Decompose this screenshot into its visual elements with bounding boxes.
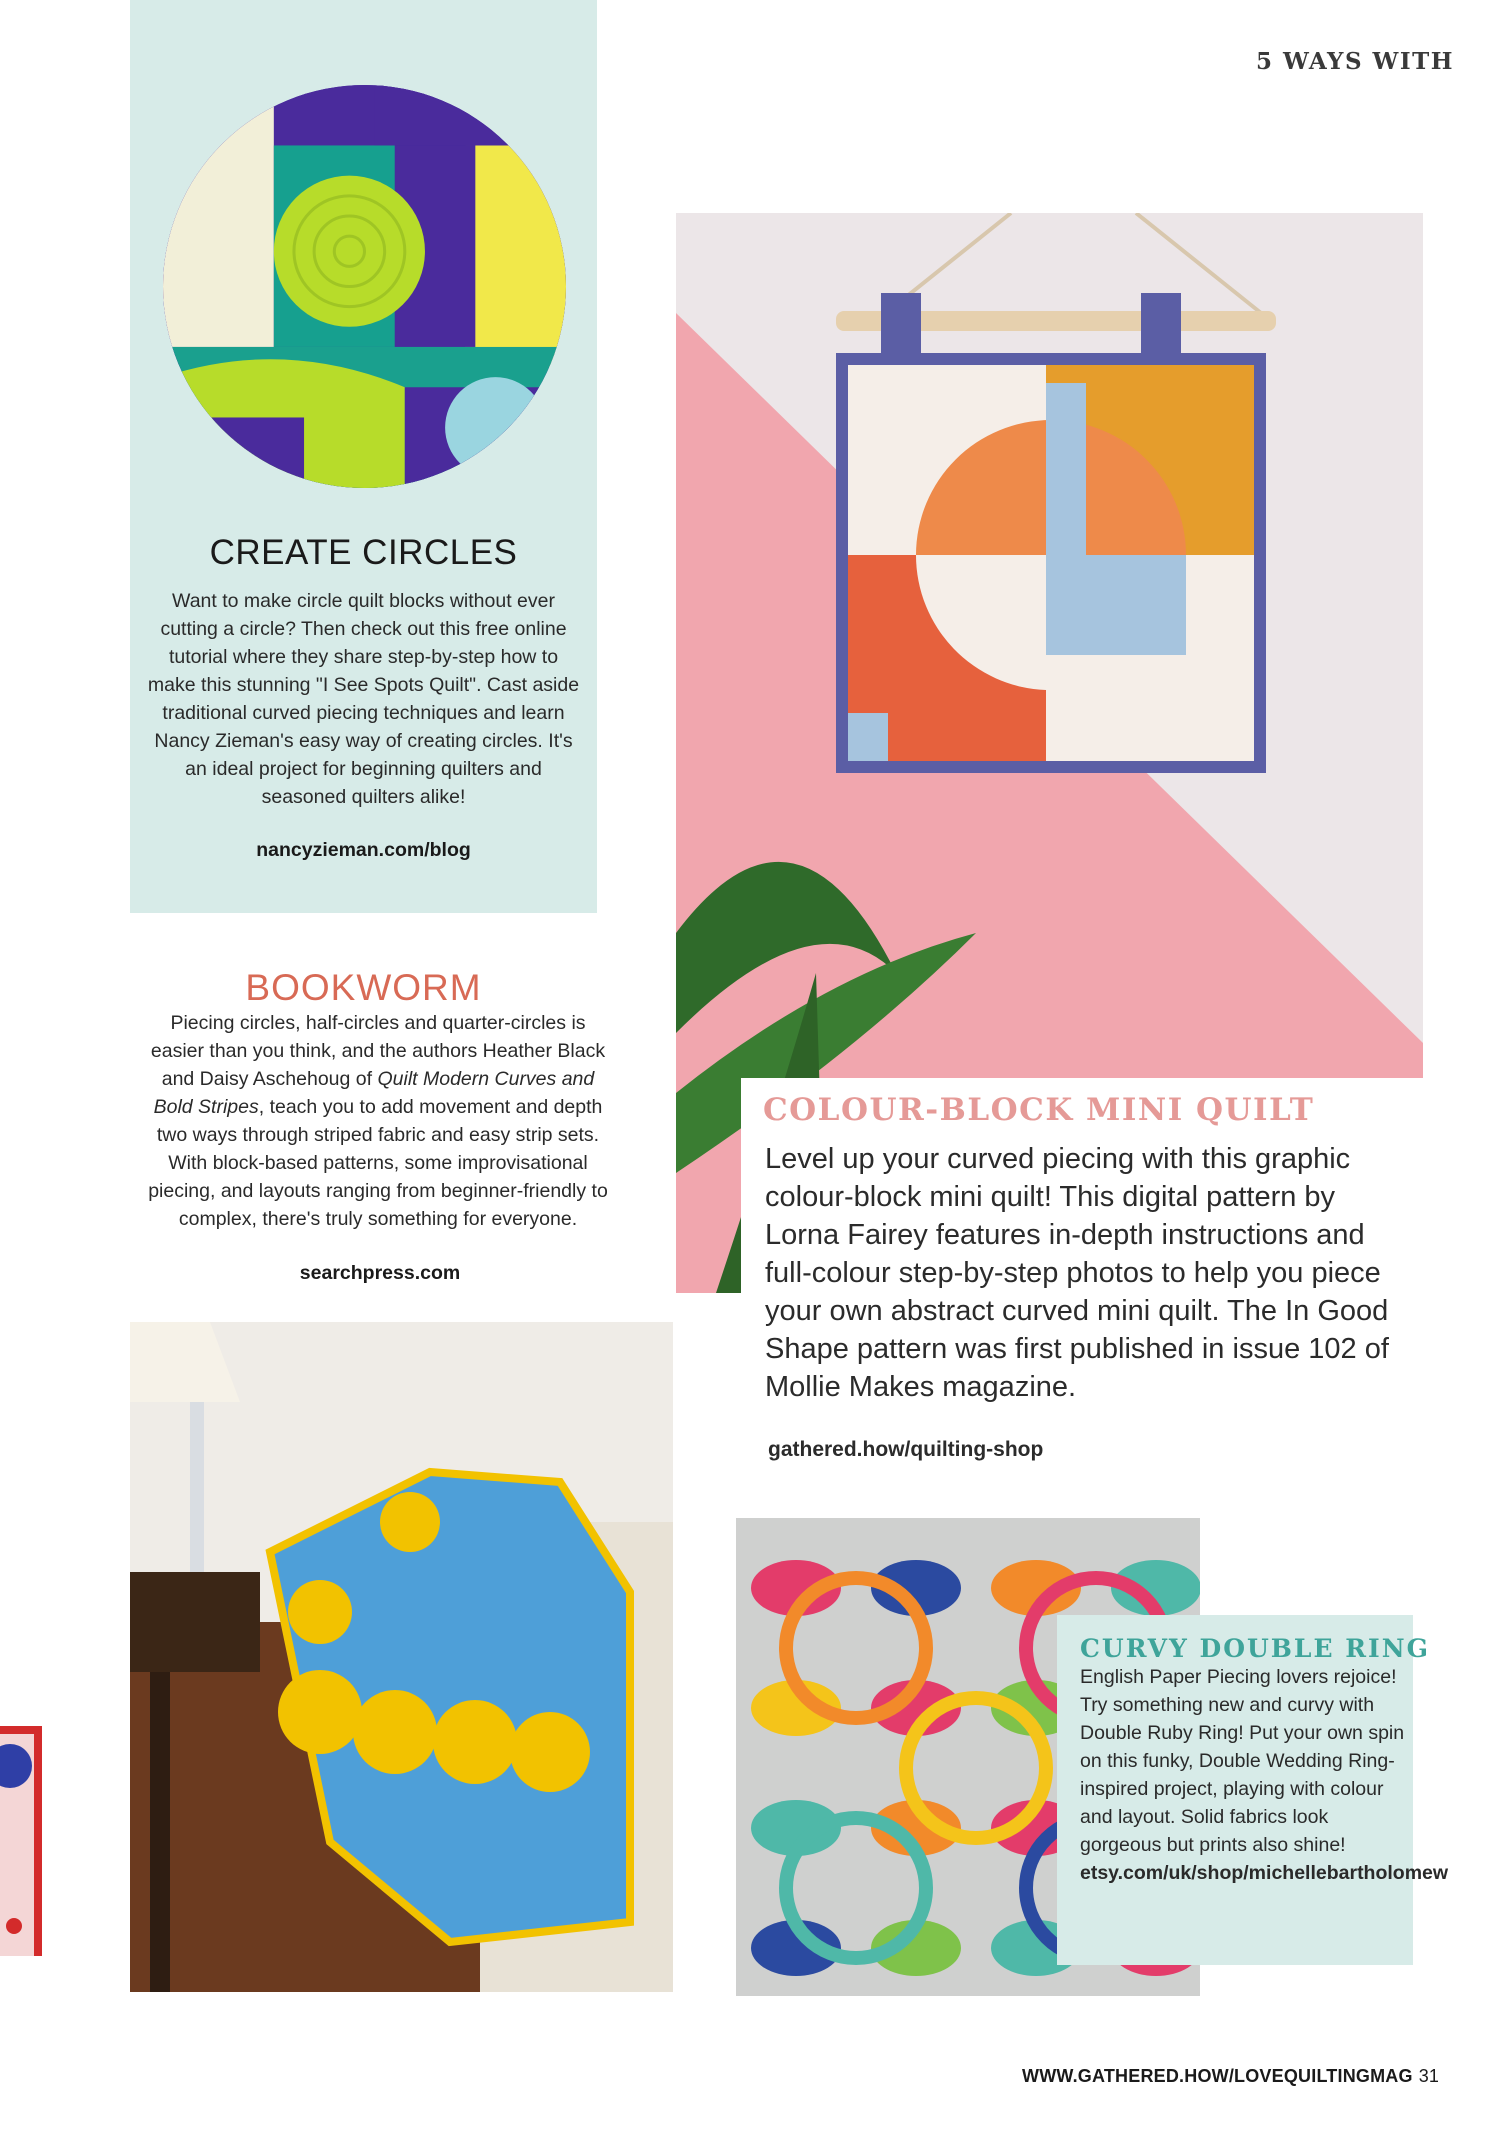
- circle-quilt-photo: [163, 85, 566, 488]
- section-tag: 5 WAYS WITH: [1255, 48, 1454, 75]
- colour-block-link[interactable]: gathered.how/quilting-shop: [768, 1438, 1044, 1461]
- page-number: 31: [1418, 2066, 1440, 2086]
- create-circles-body: Want to make circle quilt blocks without ever cutting a circle? Then check out this free online tutorial where they share step-by-step how to make this stunning "I See Spots Quilt". Cast aside traditional curved piecing techniques and learn Nancy Zieman's easy way of creating circles. It's an ideal project for beginning quilters and seasoned quilters alike!: [147, 590, 580, 808]
- footer-url[interactable]: WWW.GATHERED.HOW/LOVEQUILTINGMAG: [1022, 2066, 1413, 2086]
- bookworm-link[interactable]: searchpress.com: [299, 1262, 461, 1284]
- colour-block-body: Level up your curved piecing with this graphic colour-block mini quilt! This digital pattern by Lorna Fairey features in-depth instructions and full-colour step-by-step photos to help you piece your own abstract curved mini quilt. The In Good Shape pattern was first published in issue 102 of Mollie Makes magazine.: [765, 1143, 1389, 1403]
- bookworm-title: BOOKWORM: [245, 967, 482, 1008]
- curvy-ring-link[interactable]: etsy.com/uk/shop/michellebartholomew: [1080, 1862, 1449, 1884]
- curvy-ring-title: CURVY DOUBLE RING: [1080, 1634, 1430, 1663]
- circle-blanket-photo: [130, 1322, 673, 1992]
- bookworm-body: [143, 1009, 613, 1233]
- curvy-ring-body-text: English Paper Piecing lovers rejoice! Try something new and curvy with Double Ruby Ring! Put your own spin on this funky, Double Wedding Ring-inspired project, playing with colour and layout. Solid fabrics look gorgeous but prints also shine!: [1080, 1666, 1405, 1856]
- bookworm-body-start: Piecing circles, half-circles and quarter-circles is easier than you think, and the authors Heather Black and Daisy Aschehoug of: [150, 1012, 606, 1090]
- create-circles-link[interactable]: nancyzieman.com/blog: [256, 839, 471, 861]
- create-circles-title: CREATE CIRCLES: [209, 533, 518, 572]
- footer: [1022, 2066, 1439, 2087]
- adjacent-page-sliver: [0, 1726, 42, 1956]
- bookworm-body-end: , teach you to add movement and depth two ways through striped fabric and easy strip sets. With block-based patterns, some improvisational piecing, and layouts ranging from beginner-friendly to complex, there's truly something for everyone.: [148, 1096, 608, 1230]
- curvy-ring-body: [1080, 1663, 1449, 1887]
- book-title: Quilt Modern Curves and Bold Stripes: [153, 1068, 595, 1118]
- colour-block-title: COLOUR-BLOCK MINI QUILT: [763, 1092, 1315, 1128]
